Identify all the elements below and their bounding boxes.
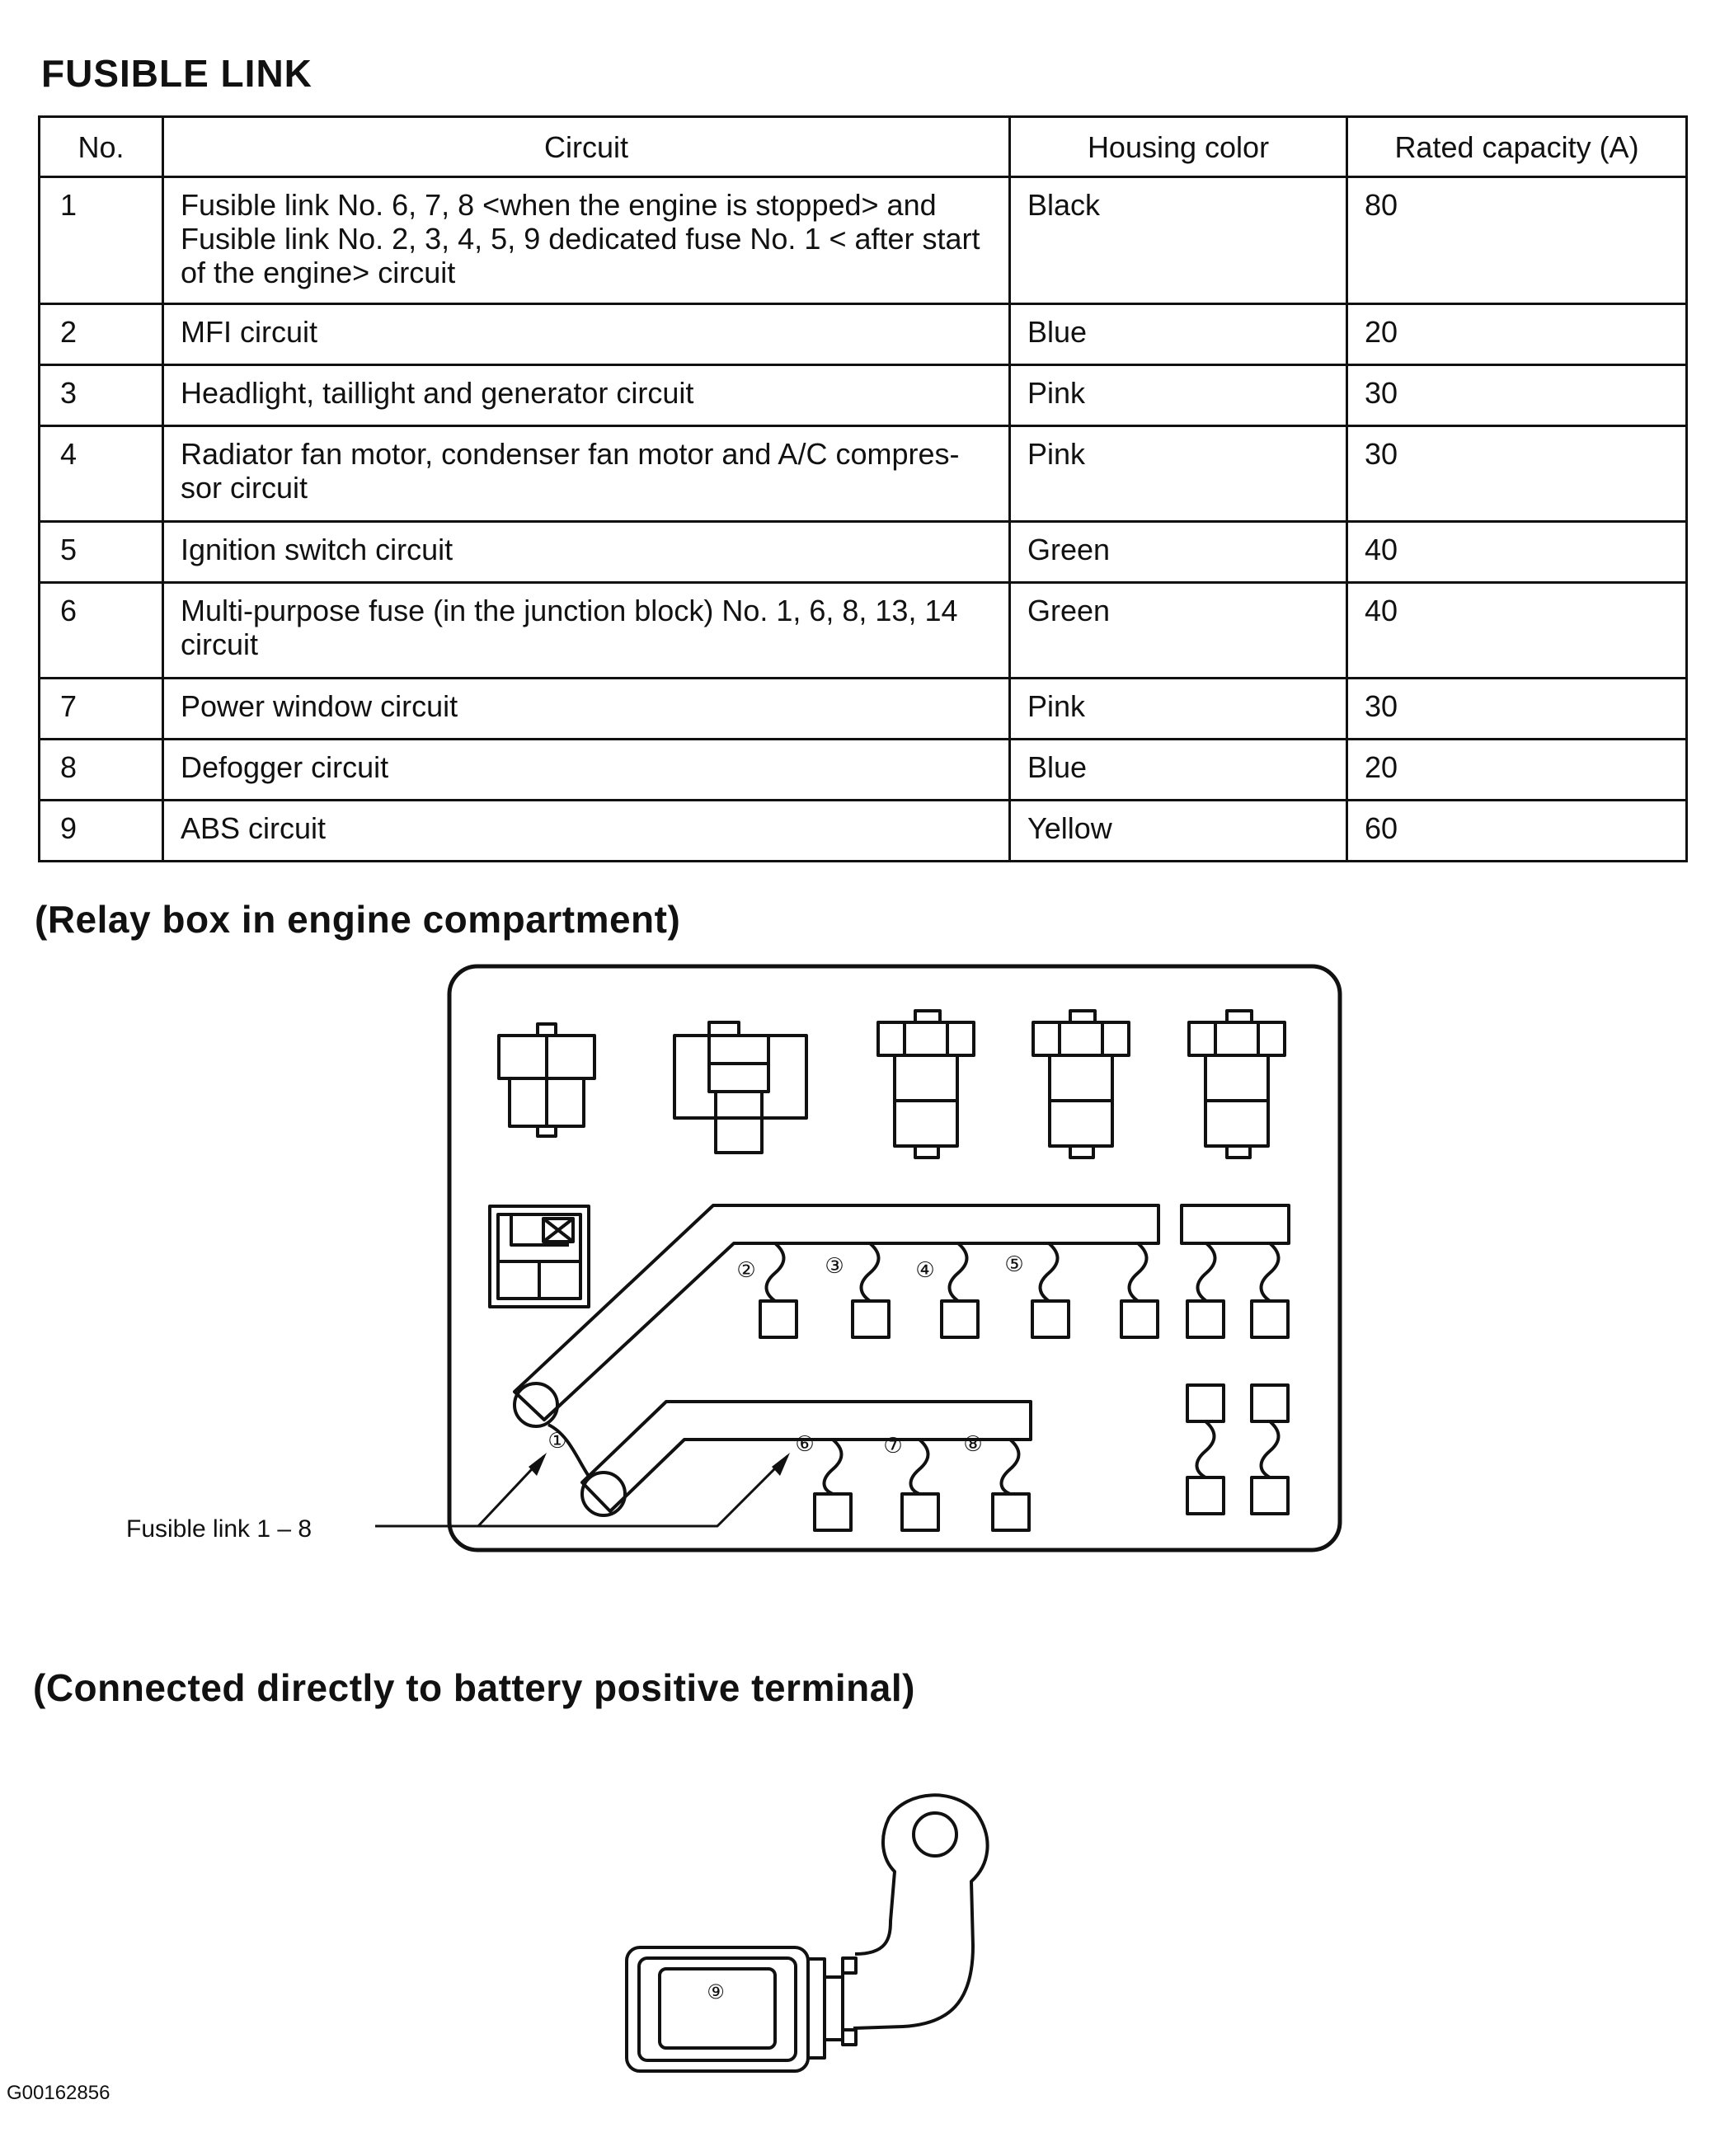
callout-arrowhead — [772, 1453, 790, 1476]
fusible-link-terminal — [902, 1440, 938, 1530]
relay-icon — [1033, 1011, 1129, 1158]
relay-icon — [878, 1011, 974, 1158]
row-capacity: 20 — [1347, 740, 1687, 801]
row-color: Black — [1010, 177, 1347, 304]
fusible-link-marker: ② — [736, 1258, 756, 1283]
row-no: 6 — [40, 583, 163, 679]
header-rated-capacity: Rated capacity (A) — [1347, 117, 1687, 177]
fuse-holder — [1187, 1385, 1224, 1514]
row-capacity: 60 — [1347, 801, 1687, 862]
row-capacity: 40 — [1347, 522, 1687, 583]
row-capacity: 20 — [1347, 304, 1687, 365]
row-circuit: Defogger circuit — [163, 740, 1010, 801]
row-circuit: Multi-purpose fuse (in the junction block) No. 1, 6, 8, 13, 14 circuit — [163, 583, 1010, 679]
fusible-link-marker: ⑦ — [883, 1434, 903, 1458]
fusible-link-marker: ⑨ — [707, 1980, 725, 2003]
row-color: Blue — [1010, 740, 1347, 801]
page-title: FUSIBLE LINK — [41, 52, 313, 95]
callout-arrowhead — [529, 1453, 547, 1476]
row-circuit: Headlight, taillight and generator circuit — [163, 365, 1010, 426]
row-no: 7 — [40, 679, 163, 740]
row-circuit: Radiator fan motor, condenser fan motor and A/C compres-sor circuit — [163, 426, 1010, 522]
fusible-link-terminal — [853, 1243, 889, 1337]
battery-fusible-link — [627, 1795, 988, 2071]
fuse-block-icon — [490, 1206, 589, 1307]
fusible-link-terminal — [1121, 1243, 1158, 1337]
fusible-link-marker: ① — [547, 1429, 567, 1454]
row-color: Green — [1010, 522, 1347, 583]
fusible-link-marker: ⑥ — [795, 1432, 815, 1457]
fusible-link-bar — [582, 1402, 1031, 1515]
fusible-link-callout-label: Fusible link 1 – 8 — [126, 1515, 313, 1543]
row-capacity: 80 — [1347, 177, 1687, 304]
fusible-link-terminal — [815, 1440, 851, 1530]
row-color: Pink — [1010, 365, 1347, 426]
row-capacity: 30 — [1347, 426, 1687, 522]
header-circuit: Circuit — [163, 117, 1010, 177]
row-color: Yellow — [1010, 801, 1347, 862]
row-color: Pink — [1010, 426, 1347, 522]
fusible-link-bar — [515, 1205, 1158, 1426]
row-no: 5 — [40, 522, 163, 583]
row-circuit: Fusible link No. 6, 7, 8 <when the engine is stopped> and Fusible link No. 2, 3, 4, 5, 9 dedicated fuse No. 1 < after start of the engine> circuit — [163, 177, 1010, 304]
fusible-link-terminal — [942, 1243, 978, 1337]
relay-icon — [499, 1024, 594, 1136]
row-no: 2 — [40, 304, 163, 365]
header-housing-color: Housing color — [1010, 117, 1347, 177]
row-color: Blue — [1010, 304, 1347, 365]
fuse-holder — [1252, 1385, 1288, 1514]
row-no: 9 — [40, 801, 163, 862]
row-capacity: 40 — [1347, 583, 1687, 679]
row-color: Pink — [1010, 679, 1347, 740]
relay-box-heading: (Relay box in engine compartment) — [35, 898, 681, 941]
row-no: 8 — [40, 740, 163, 801]
relay-icon — [674, 1022, 806, 1153]
fusible-link-marker: ⑤ — [1004, 1252, 1024, 1277]
fusible-link-marker: ④ — [915, 1258, 935, 1283]
row-no: 4 — [40, 426, 163, 522]
fuse-holder — [1182, 1205, 1289, 1337]
row-capacity: 30 — [1347, 365, 1687, 426]
fusible-link-terminal — [993, 1440, 1029, 1530]
fusible-link-marker: ⑧ — [963, 1432, 983, 1457]
row-color: Green — [1010, 583, 1347, 679]
battery-heading: (Connected directly to battery positive terminal) — [33, 1666, 915, 1709]
fusible-link-terminal — [760, 1243, 797, 1337]
row-no: 1 — [40, 177, 163, 304]
header-no: No. — [40, 117, 163, 177]
row-capacity: 30 — [1347, 679, 1687, 740]
row-circuit: MFI circuit — [163, 304, 1010, 365]
relay-icon — [1189, 1011, 1285, 1158]
figure-code: G00162856 — [7, 2082, 110, 2104]
row-circuit: ABS circuit — [163, 801, 1010, 862]
row-circuit: Power window circuit — [163, 679, 1010, 740]
row-no: 3 — [40, 365, 163, 426]
fusible-link-marker: ③ — [825, 1254, 844, 1279]
fusible-link-terminal — [1032, 1243, 1069, 1337]
row-circuit: Ignition switch circuit — [163, 522, 1010, 583]
